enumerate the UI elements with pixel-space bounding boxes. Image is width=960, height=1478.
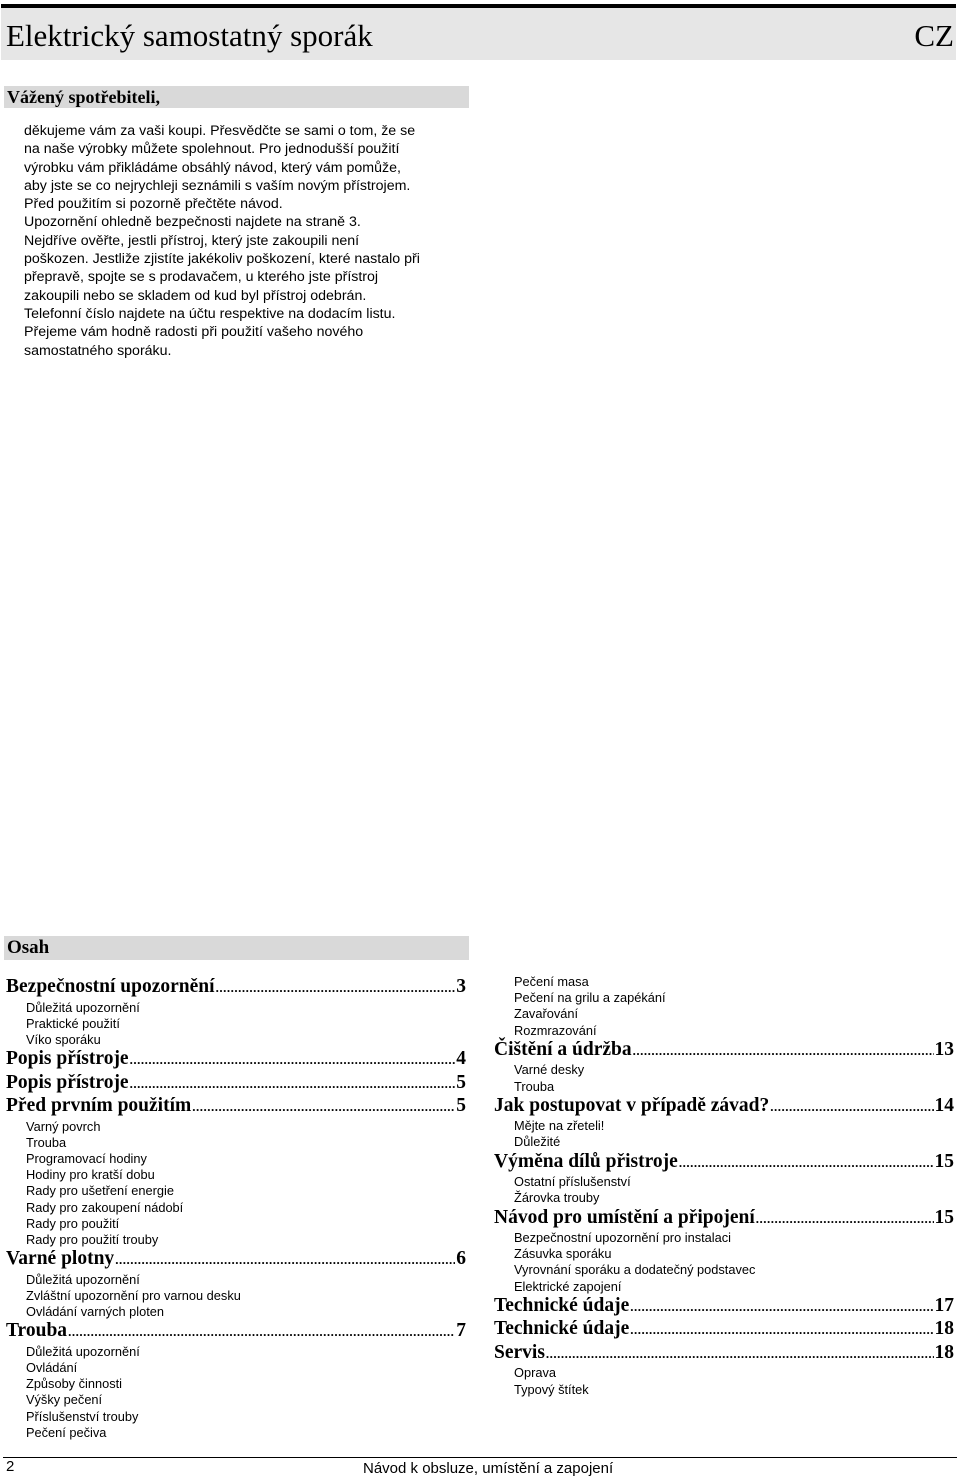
toc-entry[interactable] [6, 1095, 466, 1119]
toc-subitem[interactable]: Pečení na grilu a zapékání [514, 990, 666, 1006]
toc-leader-dots [630, 1319, 933, 1342]
toc-entry-title: Před prvním použitím [6, 1095, 192, 1117]
intro-line: Upozornění ohledně bezpečnosti najdete na straně 3. [24, 214, 361, 231]
intro-text [24, 122, 476, 360]
toc-subitem[interactable]: Důležitá upozornění [26, 1271, 140, 1287]
toc-entry[interactable] [6, 1072, 466, 1096]
toc-entry-title: Servis [494, 1341, 545, 1363]
toc-subitem[interactable]: Pečení masa [514, 974, 589, 989]
toc-subitem[interactable]: Zvláštní upozornění pro varnou desku [26, 1287, 241, 1303]
toc-entry-page: 18 [934, 1318, 954, 1340]
toc-subitem[interactable]: Mějte na zřeteli! [514, 1118, 605, 1134]
toc-subitem[interactable]: Rozmrazování [514, 1022, 597, 1038]
toc-subitem[interactable]: Rady pro použití trouby [26, 1232, 159, 1248]
toc-entry-title: Trouba [6, 1320, 68, 1342]
toc-subitem[interactable]: Víko sporáku [26, 1031, 101, 1047]
toc-entry[interactable] [6, 1320, 466, 1344]
toc-entry[interactable] [494, 1151, 954, 1175]
toc-leader-dots [115, 1249, 455, 1272]
toc-entry[interactable] [6, 1048, 466, 1072]
toc-entry-title: Technické údaje [494, 1294, 630, 1316]
intro-line: výrobku vám přikládáme obsáhlý návod, který vám pomůže, [24, 159, 401, 176]
toc-subitem[interactable]: Zavařování [514, 1006, 579, 1022]
toc-leader-dots [216, 977, 456, 1000]
intro-line: poškozen. Jestliže zjistíte jakékoliv poškození, které nastalo při [24, 251, 420, 268]
toc-subitem[interactable]: Trouba [26, 1134, 67, 1150]
toc-subitem[interactable]: Pečení pečiva [26, 1424, 107, 1440]
intro-line: Před použitím si pozorně přečtěte návod. [24, 196, 283, 213]
toc-entry[interactable] [6, 1248, 466, 1272]
page-title: Elektrický samostatný sporák [6, 18, 373, 53]
greeting-heading: Vážený spotřebiteli, [4, 86, 469, 108]
toc-entry-page: 13 [934, 1038, 954, 1060]
toc-entry-title: Výměna dílů přistroje [494, 1150, 678, 1172]
toc-entry-page: 3 [456, 976, 466, 997]
toc-entry-title: Varné plotny [6, 1248, 115, 1270]
toc-leader-dots [630, 1296, 933, 1319]
footer-divider [3, 1457, 957, 1458]
toc-entry-page: 7 [456, 1320, 466, 1342]
toc-subitem[interactable]: Příslušenství trouby [26, 1408, 139, 1424]
footer-doc-title: Návod k obsluze, umístění a zapojení [363, 1460, 614, 1477]
page-number: 2 [6, 1458, 15, 1475]
toc-entry-page: 15 [934, 1206, 954, 1228]
toc-subitem[interactable]: Důležitá upozornění [26, 999, 140, 1015]
toc-entry-title: Návod pro umístění a připojení [494, 1206, 755, 1228]
intro-line: Telefonní číslo najdete na účtu respektive na dodacím listu. [24, 305, 396, 322]
toc-entry-title: Čištění a údržba [494, 1038, 632, 1060]
toc-entry[interactable] [494, 1342, 954, 1366]
intro-line: děkujeme vám za vaši koupi. Přesvědčte se sami o tom, že se [24, 123, 416, 139]
toc-entry[interactable] [494, 1295, 954, 1319]
toc-subitem[interactable]: Rady pro zakoupení nádobí [26, 1199, 184, 1215]
toc-subitem[interactable]: Typový štítek [514, 1381, 589, 1397]
toc-subitem[interactable]: Způsoby činnosti [26, 1376, 123, 1392]
toc-subitem[interactable]: Rady pro použití [26, 1215, 120, 1231]
toc-entry-title: Bezpečnostní upozornění [6, 976, 215, 997]
toc-entry-page: 5 [456, 1071, 466, 1093]
toc-subitem[interactable]: Trouba [514, 1078, 555, 1094]
toc-entry-page: 4 [456, 1048, 466, 1070]
toc-entry-page: 15 [934, 1150, 954, 1172]
header-bar [1, 4, 956, 60]
intro-line: na naše výrobky můžete spolehnout. Pro jednodušší použití [24, 141, 400, 158]
toc-left-column [6, 976, 466, 1441]
toc-subitem[interactable]: Varný povrch [26, 1118, 101, 1134]
toc-entry-page: 17 [934, 1294, 954, 1316]
toc-subitem[interactable]: Bezpečnostní upozornění pro instalaci [514, 1230, 731, 1246]
toc-leader-dots [546, 1343, 934, 1366]
toc-entry-title: Popis přístroje [6, 1048, 129, 1070]
toc-subitem[interactable]: Zásuvka sporáku [514, 1246, 612, 1262]
toc-subitem[interactable]: Varné desky [514, 1062, 585, 1078]
toc-entry[interactable] [6, 976, 466, 1000]
intro-line: aby jste se co nejrychleji seznámili s vaším novým přístrojem. [24, 177, 411, 194]
toc-subitem[interactable]: Výšky pečení [26, 1392, 103, 1408]
toc-subitem[interactable]: Ostatní příslušenství [514, 1174, 631, 1190]
toc-subitem[interactable]: Oprava [514, 1365, 556, 1381]
toc-entry-title: Jak postupovat v případě závad? [494, 1094, 770, 1116]
toc-subitem[interactable]: Programovací hodiny [26, 1151, 147, 1167]
toc-leader-dots [633, 1040, 934, 1063]
toc-leader-dots [130, 1049, 456, 1072]
toc-subitem[interactable]: Žárovka trouby [514, 1190, 600, 1206]
toc-subitem[interactable]: Důležité [514, 1134, 561, 1150]
toc-subitem[interactable]: Praktické použití [26, 1015, 120, 1031]
toc-subitem[interactable]: Důležitá upozornění [26, 1343, 140, 1359]
toc-entry-page: 6 [456, 1248, 466, 1270]
toc-entry-page: 14 [934, 1094, 954, 1116]
toc-entry[interactable] [494, 1207, 954, 1231]
toc-leader-dots [679, 1152, 934, 1175]
toc-entry-title: Technické údaje [494, 1318, 630, 1340]
toc-subitem[interactable]: Vyrovnání sporáku a dodatečný podstavec [514, 1262, 756, 1278]
toc-leader-dots [68, 1321, 455, 1344]
intro-line: přepravě, spojte se s prodavačem, u kterého jste přístroj [24, 269, 379, 286]
intro-line: Nejdříve ověřte, jestli přístroj, který jste zakoupili není [24, 232, 360, 249]
toc-subitem[interactable]: Hodiny pro kratší dobu [26, 1167, 155, 1183]
toc-right-column [494, 974, 954, 1398]
toc-leader-dots [130, 1073, 456, 1096]
toc-subitem[interactable]: Ovládání varných ploten [26, 1304, 165, 1320]
toc-subitem[interactable]: Ovládání [26, 1360, 78, 1376]
intro-line: zakoupili nebo se skladem od kud byl přístroj odebrán. [24, 287, 367, 304]
toc-entry-page: 18 [934, 1341, 954, 1363]
toc-entry[interactable] [494, 1095, 954, 1119]
intro-line: Přejeme vám hodně radosti při použití vašeho nového [24, 324, 364, 341]
toc-leader-dots [770, 1096, 933, 1119]
toc-subitem[interactable]: Elektrické zapojení [514, 1278, 622, 1294]
toc-entry-title: Popis přístroje [6, 1071, 129, 1093]
toc-subitem[interactable]: Rady pro ušetření energie [26, 1183, 174, 1199]
toc-leader-dots [192, 1096, 455, 1119]
toc-entry[interactable] [494, 1039, 954, 1063]
toc-leader-dots [756, 1208, 934, 1231]
toc-heading: Osah [4, 936, 469, 960]
intro-line: samostatného sporáku. [24, 342, 172, 359]
language-code: CZ [914, 18, 954, 53]
toc-entry[interactable] [494, 1318, 954, 1342]
toc-entry-page: 5 [456, 1095, 466, 1117]
